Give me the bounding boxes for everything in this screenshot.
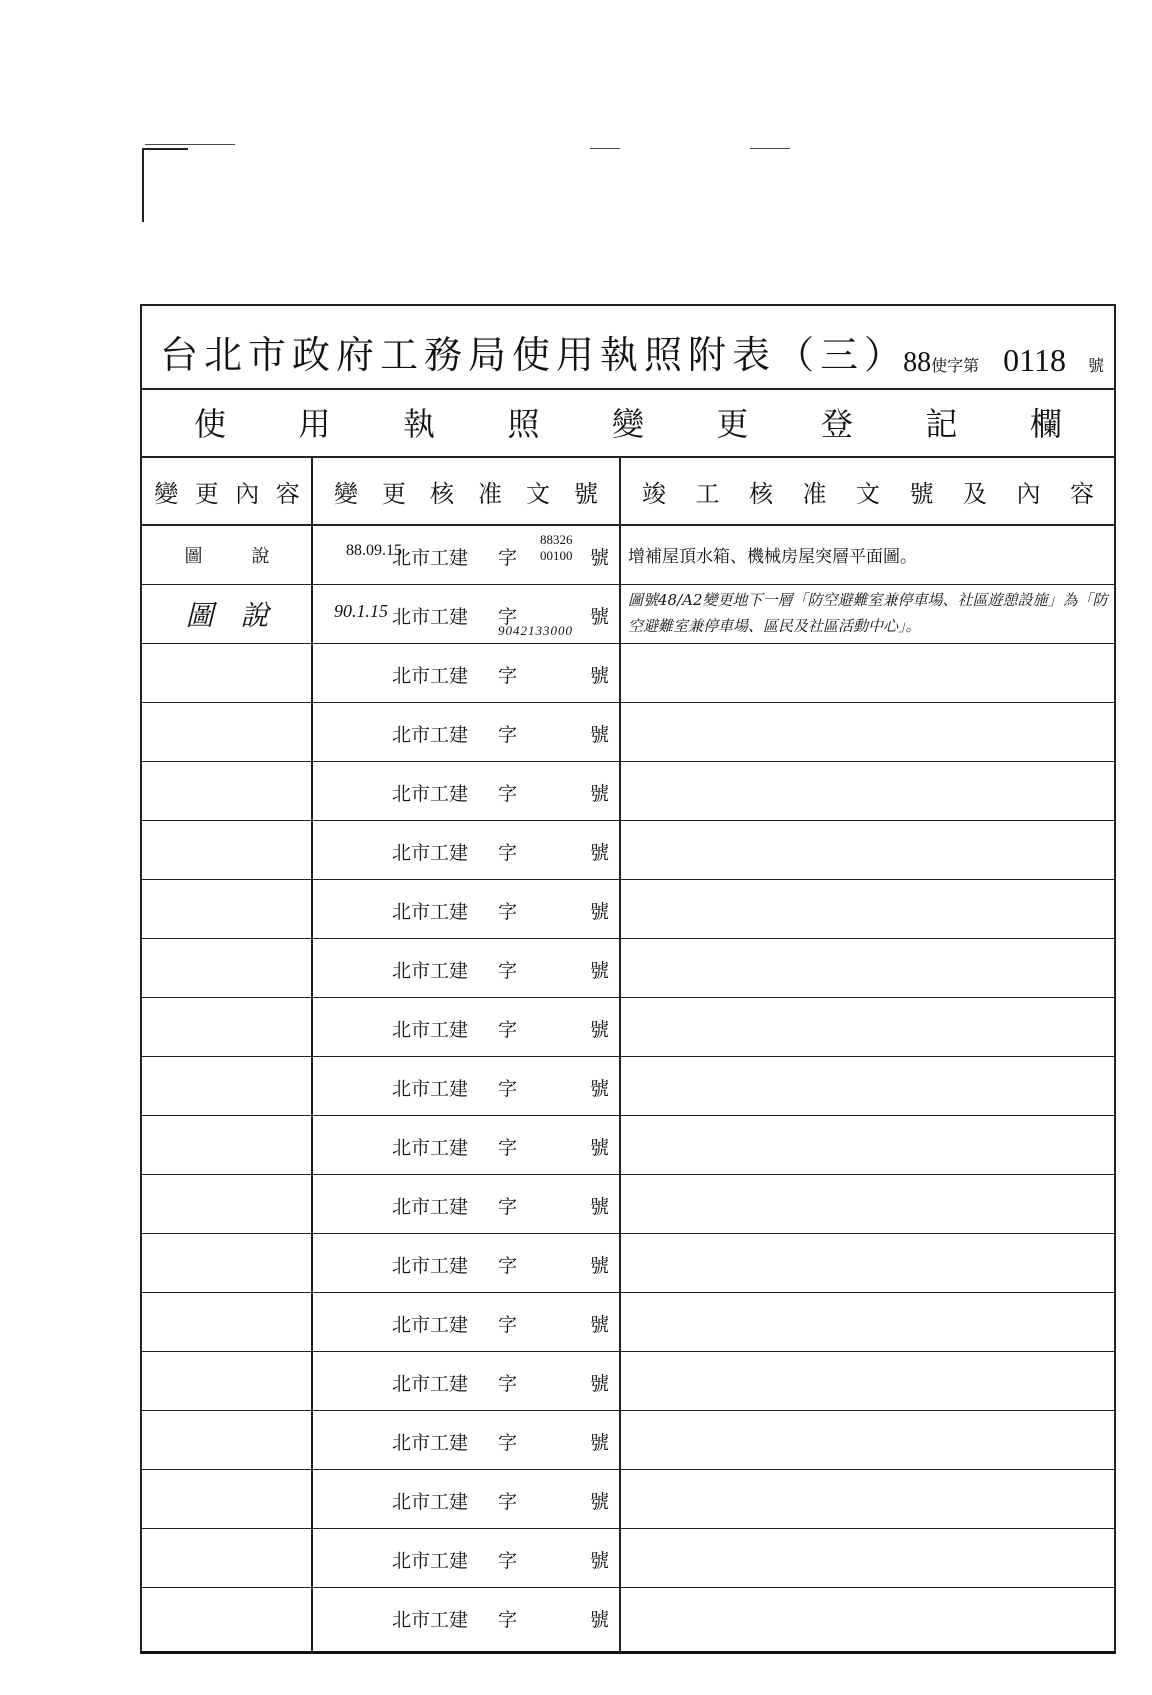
permit-number [903, 342, 1104, 379]
form-title: 台北市政府工務局使用執照附表（三） [160, 333, 909, 377]
doc-number [540, 532, 573, 564]
col-head-char: 容 [1070, 479, 1094, 508]
completion-content-cell [620, 1234, 1114, 1292]
approval-number-cell [312, 644, 620, 702]
change-content-cell [142, 1175, 312, 1233]
table-row [142, 880, 1114, 939]
zi-label: 字 [498, 1255, 518, 1277]
completion-content-cell [620, 585, 1114, 643]
change-content-cell [142, 526, 312, 584]
office-label: 北市工建 [392, 1255, 469, 1277]
table-row [142, 821, 1114, 880]
approval-number-cell [312, 1529, 620, 1587]
col-head-char: 變 [334, 479, 358, 508]
table-row [142, 1293, 1114, 1352]
section-char: 欄 [1029, 405, 1062, 443]
hao-label: 號 [590, 1550, 610, 1572]
scan-artifact [590, 148, 620, 149]
approval-number-cell [312, 1588, 620, 1649]
table-row [142, 1588, 1114, 1649]
hao-label: 號 [590, 960, 610, 982]
col-head-char: 准 [478, 479, 502, 508]
zi-label: 字 [498, 1314, 518, 1336]
col-head-char: 更 [382, 479, 406, 508]
hao-label: 號 [590, 547, 610, 569]
office-label: 北市工建 [392, 547, 469, 569]
change-content-cell [142, 585, 312, 643]
completion-content-cell [620, 939, 1114, 997]
office-label: 北市工建 [392, 724, 469, 746]
usage-permit-form [140, 304, 1116, 1654]
office-label: 北市工建 [392, 1491, 469, 1513]
zi-label: 字 [498, 1137, 518, 1159]
change-content-cell [142, 1411, 312, 1469]
zi-label: 字 [498, 1196, 518, 1218]
zi-label: 字 [498, 901, 518, 923]
section-char: 使 [194, 405, 227, 443]
office-label: 北市工建 [392, 901, 469, 923]
hao-label: 號 [590, 606, 610, 628]
scan-artifact [750, 148, 790, 149]
section-char: 照 [507, 405, 540, 443]
col-head-char: 核 [749, 479, 773, 508]
zi-label: 字 [498, 1078, 518, 1100]
permit-year: 88 [903, 347, 932, 378]
table-row [142, 1529, 1114, 1588]
table-row [142, 762, 1114, 821]
approval-number-cell [312, 1293, 620, 1351]
office-label: 北市工建 [392, 960, 469, 982]
col-head-completion-approval [620, 458, 1114, 526]
doc-number-handwritten: 9042133000 [498, 623, 573, 638]
completion-content-cell [620, 1529, 1114, 1587]
office-label: 北市工建 [392, 1019, 469, 1041]
office-label: 北市工建 [392, 1550, 469, 1572]
hao-label: 號 [590, 1491, 610, 1513]
table-row [142, 1057, 1114, 1116]
office-label: 北市工建 [392, 1078, 469, 1100]
hao-label: 號 [590, 1137, 610, 1159]
hao-label: 號 [590, 1078, 610, 1100]
change-content-cell [142, 762, 312, 820]
col-head-char: 更 [194, 479, 219, 508]
hao-label: 號 [590, 1373, 610, 1395]
approval-number-cell [312, 703, 620, 761]
approval-number-cell [312, 1116, 620, 1174]
approval-date: 88.09.15 [346, 542, 402, 559]
change-content-cell [142, 1057, 312, 1115]
approval-number-cell [312, 998, 620, 1056]
col-head-approval-number [312, 458, 620, 526]
approval-number-cell [312, 821, 620, 879]
hao-label: 號 [590, 1609, 610, 1631]
zi-label: 字 [498, 724, 518, 746]
approval-number-cell [312, 526, 620, 584]
zi-label: 字 [498, 1491, 518, 1513]
change-record-rows [142, 526, 1114, 1649]
permit-hao: 號 [1087, 356, 1104, 375]
table-row [142, 1352, 1114, 1411]
change-content-cell [142, 644, 312, 702]
completion-content-cell [620, 998, 1114, 1056]
approval-number-cell [312, 939, 620, 997]
section-title [142, 388, 1114, 458]
completion-content-cell [620, 1588, 1114, 1649]
approval-number-cell [312, 880, 620, 938]
approval-number-cell [312, 585, 620, 643]
office-label: 北市工建 [392, 606, 469, 628]
change-content-cell [142, 880, 312, 938]
col-head-change-content [142, 458, 312, 526]
section-char: 更 [716, 405, 749, 443]
change-content-cell [142, 1588, 312, 1649]
approval-number-cell [312, 1057, 620, 1115]
completion-content: 增補屋頂水箱、機械房屋突層平面圖。 [628, 547, 917, 567]
zi-label: 字 [498, 1432, 518, 1454]
completion-content-cell [620, 821, 1114, 879]
office-label: 北市工建 [392, 842, 469, 864]
col-head-char: 容 [275, 479, 300, 508]
zi-label: 字 [498, 665, 518, 687]
change-content-char: 圖 [184, 546, 203, 567]
table-row [142, 585, 1114, 644]
zi-label: 字 [498, 783, 518, 805]
hao-label: 號 [590, 665, 610, 687]
zi-label: 字 [498, 960, 518, 982]
change-content-cell [142, 703, 312, 761]
change-content-char: 圖 [185, 599, 214, 632]
col-head-char: 內 [235, 479, 260, 508]
hao-label: 號 [590, 1196, 610, 1218]
completion-content-cell [620, 762, 1114, 820]
change-content-cell [142, 1293, 312, 1351]
change-content-cell [142, 821, 312, 879]
hao-label: 號 [590, 724, 610, 746]
table-row [142, 703, 1114, 762]
table-row [142, 526, 1114, 585]
change-content-cell [142, 939, 312, 997]
section-char: 登 [820, 405, 853, 443]
change-content-cell [142, 1116, 312, 1174]
zi-label: 字 [498, 547, 518, 569]
change-content-cell [142, 998, 312, 1056]
table-row [142, 1411, 1114, 1470]
approval-number-cell [312, 1352, 620, 1410]
approval-number-cell [312, 1411, 620, 1469]
section-char: 用 [298, 405, 331, 443]
hao-label: 號 [590, 1432, 610, 1454]
approval-date: 90.1.15 [334, 601, 388, 621]
handwritten-note: 圖號48/A2變更地下一層「防空避難室兼停車場、社區遊憩設施」為「防空避難室兼停車場、區民及社區活動中心」。 [628, 591, 1108, 635]
change-content-char: 說 [251, 546, 270, 567]
col-head-char: 號 [574, 479, 598, 508]
col-head-char: 竣 [642, 479, 666, 508]
completion-content-cell [620, 1057, 1114, 1115]
office-label: 北市工建 [392, 1137, 469, 1159]
scan-artifact [145, 144, 235, 145]
change-content-cell [142, 1352, 312, 1410]
section-char: 執 [402, 405, 435, 443]
approval-number-cell [312, 1470, 620, 1528]
section-char: 變 [611, 405, 644, 443]
completion-content-cell [620, 880, 1114, 938]
change-content-char: 說 [240, 599, 269, 632]
zi-label: 字 [498, 606, 518, 628]
approval-number-cell [312, 1175, 620, 1233]
col-head-char: 內 [1016, 479, 1041, 508]
col-head-char: 文 [526, 479, 550, 508]
approval-number-cell [312, 1234, 620, 1292]
corner-mark [142, 148, 188, 222]
col-head-char: 變 [154, 479, 179, 508]
completion-content-cell [620, 1175, 1114, 1233]
office-label: 北市工建 [392, 665, 469, 687]
col-head-char: 准 [802, 479, 827, 508]
table-row [142, 644, 1114, 703]
table-row [142, 1470, 1114, 1529]
completion-content-cell [620, 644, 1114, 702]
col-head-char: 工 [695, 479, 720, 508]
zi-label: 字 [498, 1550, 518, 1572]
zi-label: 字 [498, 1019, 518, 1041]
table-row [142, 998, 1114, 1057]
office-label: 北市工建 [392, 1373, 469, 1395]
office-label: 北市工建 [392, 1609, 469, 1631]
hao-label: 號 [590, 783, 610, 805]
zi-label: 字 [498, 842, 518, 864]
col-head-char: 及 [963, 479, 987, 508]
col-head-char: 文 [856, 479, 880, 508]
change-content-cell [142, 1470, 312, 1528]
office-label: 北市工建 [392, 1432, 469, 1454]
hao-label: 號 [590, 842, 610, 864]
office-label: 北市工建 [392, 783, 469, 805]
table-row [142, 1175, 1114, 1234]
change-content-cell [142, 1529, 312, 1587]
approval-number-cell [312, 762, 620, 820]
zi-label: 字 [498, 1373, 518, 1395]
change-content-cell [142, 1234, 312, 1292]
office-label: 北市工建 [392, 1196, 469, 1218]
completion-content-cell [620, 1116, 1114, 1174]
completion-content-cell [620, 1293, 1114, 1351]
table-row [142, 1234, 1114, 1293]
doc-number-line: 88326 [540, 532, 573, 547]
completion-content-cell [620, 1411, 1114, 1469]
zi-label: 字 [498, 1609, 518, 1631]
col-head-char: 核 [430, 479, 454, 508]
hao-label: 號 [590, 1255, 610, 1277]
completion-content-cell [620, 1352, 1114, 1410]
table-row [142, 1116, 1114, 1175]
hao-label: 號 [590, 1314, 610, 1336]
title-row [142, 306, 1114, 390]
hao-label: 號 [590, 901, 610, 923]
permit-type-label: 使字第 [931, 356, 980, 375]
section-char: 記 [925, 405, 958, 443]
hao-label: 號 [590, 1019, 610, 1041]
doc-number-line: 00100 [540, 548, 573, 563]
office-label: 北市工建 [392, 1314, 469, 1336]
table-row [142, 939, 1114, 998]
completion-content-cell [620, 526, 1114, 584]
permit-serial: 0118 [1003, 342, 1066, 378]
col-head-char: 號 [909, 479, 934, 508]
completion-content-cell [620, 1470, 1114, 1528]
completion-content-cell [620, 703, 1114, 761]
